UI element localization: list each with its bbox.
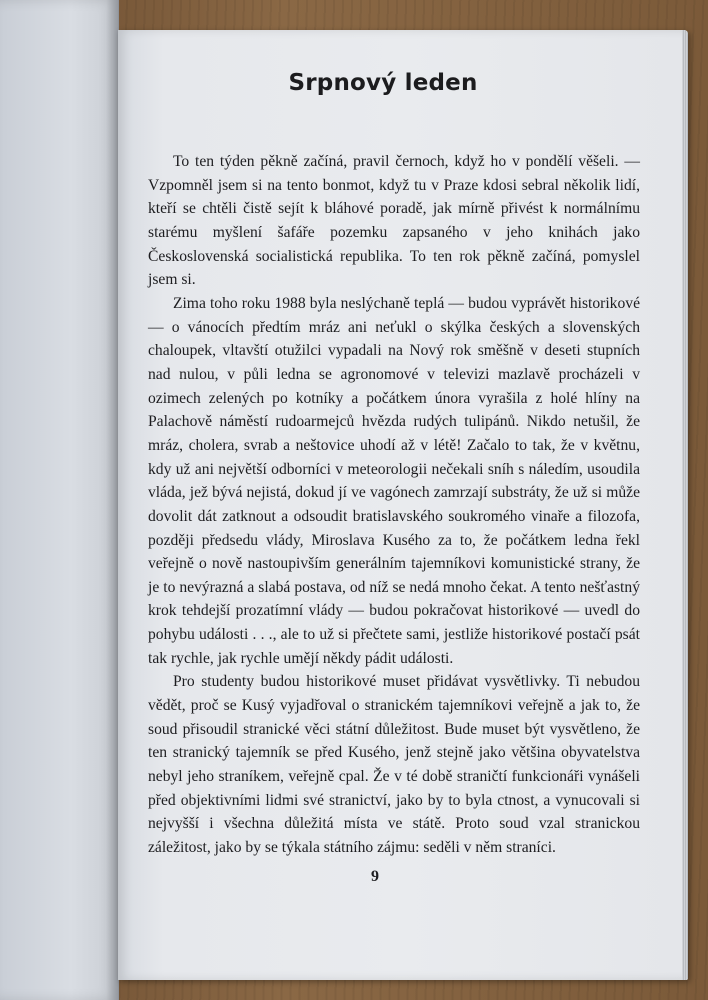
paragraph: To ten týden pěkně začíná, pravil černoch, když ho v pondělí věšeli. — Vzpomněl jsem si na tento bonmot, když tu v Praze kdosi sebral několik lidí, kteří se chtěli čistě sejít k bláhové poradě, jak mírně přivést k normálnímu starému myšlení šafáře pozemku zapsaného v jeho knihách jako Československá socialistická republika. To ten rok pěkně začíná, pomyslel jsem si. [148,153,640,289]
paragraph: Zima toho roku 1988 byla neslýchaně teplá — budou vyprávět historikové — o vánocích předtím mráz ani neťukl o skýlka českých a slovenských chaloupek, vltavští otužilci vypadali na Nový rok směšně v deseti stupních nad nulou, v půli ledna se agronomové v televizi mazlavě procházeli v ozimech zelených po kotníky a počátkem února vyrašila z holé hlíny na Palachově náměstí rudoarmejců hvězda rudých tulipánů. Nikdo netušil, že mráz, cholera, svrab a neštovice uhodí až v létě! Začalo to tak, že v květnu, kdy už ani největší odborníci v meteorologii nečekali sníh s náledím, usoudila vláda, jež bývá nejistá, dokud jí ve vagónech zamrzají substráty, že už si může dovolit dát zatknout a odsoudit bratislavského soukromého vinaře a filozofa, později předsedu vlády, Miroslava Kusého za to, že počátkem ledna řekl veřejně o nově nastoupivším generálním tajemníkovi komunistické strany, že je to nevýrazná a slabá postava, od níž se nedá mnoho čekat. A tento nešťastný krok tehdejší prozatímní vlády — budou pokračovat historikové — uvedl do pohybu události . . ., ale to už si přečtete sami, jestliže historikové postačí psát tak rychle, jak rychle umějí někdy pádit události. [148,294,640,667]
paragraph: Pro studenty budou historikové muset přidávat vysvětlivky. Ti nebudou vědět, proč se Kusý vyjadřoval o stranickém tajemníkovi veřejně a jak to, že soud přisoudil stranické věci státní důležitost. Bude muset být vysvětleno, že ten stranický tajemník se před Kusého, jenž stejně jako většina obyvatelstva nebyl jeho straníkem, veřejně cpal. Že v té době straničtí funkcionáři vynášeli před objektivními lidmi své stranictví, jako by to byla ctnost, a vynucovali si nejvyšší i všechna důležitá místa ve státě. Proto soud vzal stranickou záležitost, jako by se týkala státního zájmu: seděli v něm straníci. [148,673,640,857]
body-text [148,150,640,860]
left-facing-page [0,0,119,1000]
book-page [118,30,688,980]
chapter-title: Srpnový leden [288,70,478,96]
page-number: 9 [371,868,379,885]
page-edge [682,30,688,980]
